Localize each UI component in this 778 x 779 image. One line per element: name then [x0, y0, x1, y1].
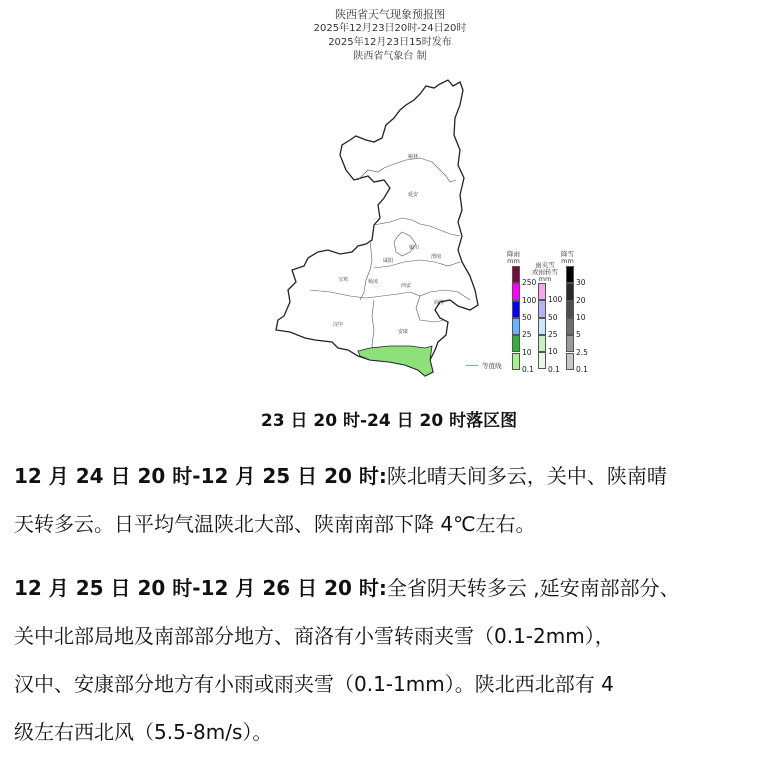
province-outline [276, 80, 478, 376]
legend-tick: 100 [548, 295, 563, 305]
city-label: 汉中 [333, 322, 344, 328]
legend-swatch [566, 318, 574, 335]
legend-tick: 250 [522, 278, 537, 288]
legend-swatch [538, 352, 546, 369]
city-label: 榆林 [408, 154, 419, 160]
city-label: 杨凌 [368, 279, 379, 285]
legend-swatch [566, 335, 574, 352]
city-label: 渭南 [431, 254, 442, 260]
forecast-map-figure [270, 0, 600, 385]
figure-caption: 23 日 20 时-24 日 20 时落区图 [260, 411, 518, 431]
legend-tick: 0.1 [576, 364, 588, 374]
legend-tick: 50 [548, 312, 558, 322]
forecast-paragraph-1 [14, 452, 770, 548]
legend-tick: 0.1 [548, 364, 560, 374]
legend-swatch [512, 353, 520, 370]
paragraph-1-line-2: 天转多云。日平均气温陕北大部、陕南南部下降 4℃左右。 [14, 512, 536, 536]
city-label: 延安 [408, 192, 419, 198]
paragraph-2-line-1: 12 月 25 日 20 时-12 月 26 日 20 时:全省阴天转多云 ,延安南部部分、 [14, 576, 680, 600]
shaanxi-map [270, 0, 600, 385]
legend-swatch [538, 300, 546, 317]
map-period: 2025年12月23日20时-24日20时 [313, 23, 467, 34]
legend-tick: 10 [522, 347, 532, 357]
paragraph-1-period: 12 月 24 日 20 时-12 月 25 日 20 时: [14, 464, 387, 488]
city-label: 铜川 [409, 245, 420, 251]
city-label: 安康 [398, 329, 409, 335]
legend-swatch [512, 301, 520, 318]
map-title: 陕西省天气现象预报图 [335, 8, 445, 21]
legend-tick: 5 [576, 330, 581, 340]
legend-tick: 20 [576, 295, 586, 305]
legend-tick: 50 [522, 312, 532, 322]
city-label: 西安 [401, 283, 412, 289]
isoline-label: 等值线 [482, 362, 502, 370]
legend-swatch [512, 266, 520, 283]
legend-tick: 2.5 [576, 347, 588, 357]
paragraph-2-line-4: 级左右西北风（5.5-8m/s）。 [14, 720, 273, 744]
legend-swatch [512, 335, 520, 352]
paragraph-2-period: 12 月 25 日 20 时-12 月 26 日 20 时: [14, 576, 387, 600]
isoline-swatch [466, 365, 478, 367]
map-issuer: 陕西省气象台 制 [353, 51, 427, 62]
city-label: 宝鸡 [338, 277, 349, 283]
legend-tick: 100 [522, 295, 537, 305]
legend-tick: 30 [576, 278, 586, 288]
legend-tick: 25 [548, 329, 558, 339]
legend-swatch [566, 266, 574, 283]
legend-sleet-title: 雨夹雪 或雨转雪 mm [532, 261, 558, 283]
paragraph-2-line-3: 汉中、安康部分地方有小雨或雨夹雪（0.1-1mm）。陕北西北部有 4 [14, 672, 614, 696]
legend-swatch [566, 301, 574, 318]
map-issued: 2025年12月23日15时发布 [328, 37, 452, 48]
legend-swatch [512, 318, 520, 335]
legend-swatch [538, 335, 546, 352]
paragraph-1-line-1: 12 月 24 日 20 时-12 月 25 日 20 时:陕北晴天间多云，关中、陕南晴 [14, 464, 667, 488]
legend-swatch [538, 283, 546, 300]
legend-rain-title: 降雨 mm [507, 250, 520, 265]
forecast-paragraph-2 [14, 564, 770, 756]
legend-swatch [512, 283, 520, 300]
legend-swatch [566, 353, 574, 370]
precip-area-light-rain [358, 346, 433, 376]
isoline-legend [466, 361, 502, 370]
paragraph-2-line-2: 关中北部局地及南部部分地方、商洛有小雪转雨夹雪（0.1-2mm）， [14, 624, 615, 648]
city-label: 商洛 [434, 300, 445, 306]
legend-tick: 0.1 [522, 364, 534, 374]
legend-tick: 10 [548, 347, 558, 357]
legend-tick: 10 [576, 312, 586, 322]
legend-snow-title: 降雪 mm [561, 250, 574, 265]
legend-tick: 25 [522, 330, 532, 340]
city-label: 咸阳 [383, 258, 394, 264]
legend-swatch [538, 318, 546, 335]
legend-swatch [566, 283, 574, 300]
